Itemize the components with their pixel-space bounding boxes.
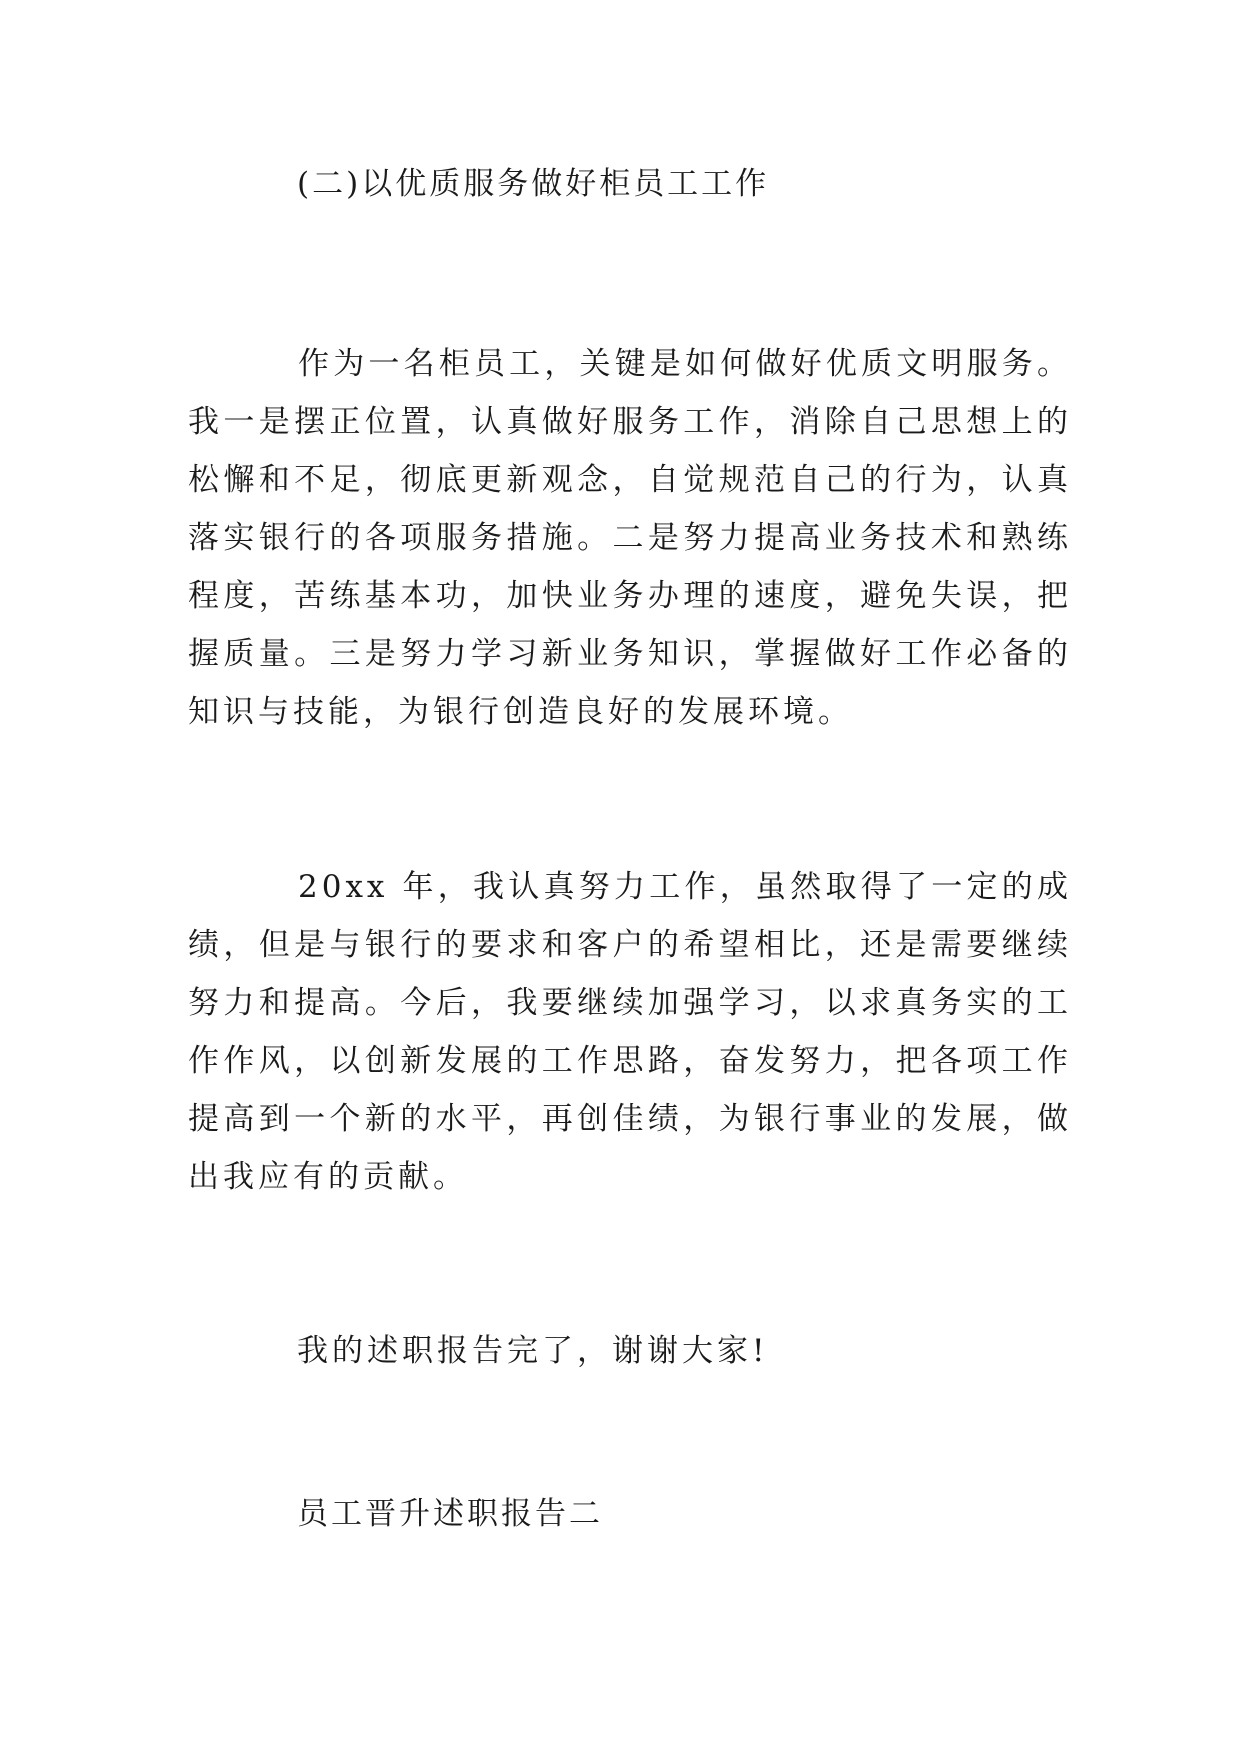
section-heading: (二)以优质服务做好柜员工工作 — [297, 166, 770, 202]
body-paragraph: 作为一名柜员工，关键是如何做好优质文明服务。我一是摆正位置，认真做好服务工作，消除自己思想上的松懈和不足，彻底更新观念，自觉规范自己的行为，认真落实银行的各项服务措施。二是努力提高业务技术和熟练程度，苦练基本功，加快业务办理的速度，避免失误，把握质量。三是努力学习新业务知识，掌握做好工作必备的知识与技能，为银行创造良好的发展环境。 — [188, 346, 1072, 730]
closing-line: 我的述职报告完了，谢谢大家! — [297, 1333, 769, 1369]
next-report-title: 员工晋升述职报告二 — [297, 1496, 603, 1532]
body-paragraph: 20xx 年，我认真努力工作，虽然取得了一定的成绩，但是与银行的要求和客户的希望相比，还是需要继续努力和提高。今后，我要继续加强学习，以求真务实的工作作风，以创新发展的工作思路，奋发努力，把各项工作提高到一个新的水平，再创佳绩，为银行事业的发展，做出我应有的贡献。 — [188, 869, 1072, 1195]
